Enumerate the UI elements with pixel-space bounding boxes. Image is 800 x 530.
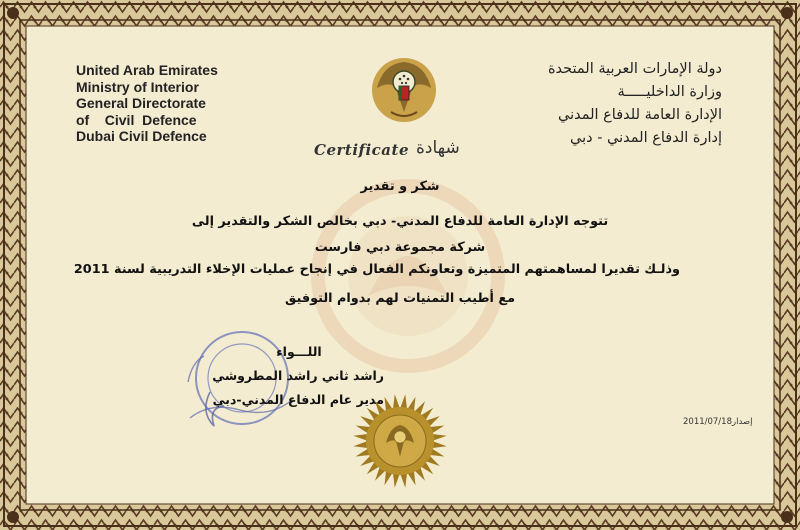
issue-date-value: 2011/07/18: [683, 417, 732, 427]
arabic-header-line: وزارة الداخليـــــة: [617, 84, 722, 100]
english-header-line: Dubai Civil Defence: [76, 128, 207, 144]
uae-eagle-emblem-icon: [369, 52, 439, 124]
body-line: تتوجه الإدارة العامة للدفاع المدني- دبي بخالص الشكر والتقدير إلى: [191, 214, 609, 229]
body-line: مع أطيب التمنيات لهم بدوام التوفيق: [284, 291, 516, 306]
signature-rank: اللـــواء: [276, 344, 322, 359]
signature-title: مدير عام الدفاع المدني-دبي: [212, 392, 384, 407]
arabic-header-line: دولة الإمارات العربية المتحدة: [547, 61, 722, 77]
english-header: [76, 62, 276, 145]
english-header-line: Ministry of Interior: [76, 78, 199, 95]
english-header-line: United Arab Emirates: [76, 62, 218, 78]
certificate-title-english: Certificate: [314, 141, 409, 159]
issue-date: [683, 417, 753, 427]
body-line-recipient: شركة مجموعة دبي فارست: [314, 240, 486, 255]
issue-date-label: إصدار: [732, 417, 753, 427]
english-header-line: General Directorate: [76, 95, 206, 111]
signature-name: راشد ثاني راشد المطروشي: [212, 368, 384, 383]
body-line-heading: شكر و تقدير: [360, 179, 440, 194]
english-header-line: of Civil Defence: [76, 111, 197, 128]
arabic-header: [462, 58, 722, 150]
arabic-header-line: إدارة الدفاع المدني - دبي: [570, 130, 722, 146]
arabic-header-line: الإدارة العامة للدفاع المدني: [557, 107, 722, 123]
body-line: وذلـك تقديرا لمساهمتهم المتميزة وتعاونكم الفعال في إنجاح عمليات الإخلاء التدريبية لسنة 2011: [73, 262, 680, 277]
gold-seal-icon: [352, 393, 448, 489]
certificate-title-arabic: شهادة: [416, 138, 460, 158]
